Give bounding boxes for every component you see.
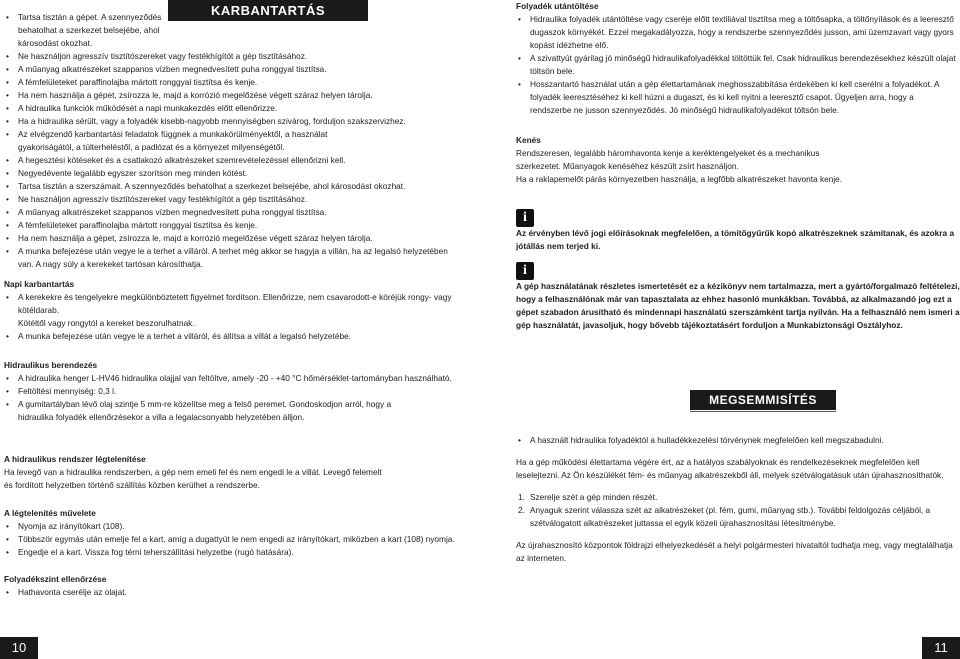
list-item: • A munka befejezése után vegye le a terhet a villáról, és állítsa a villát a legalsó helyzetébe. (4, 330, 470, 343)
list-item: • Engedje el a kart. Vissza fog térni teherszállítási helyzetbe (rugó hatására). (4, 546, 470, 559)
section-heading: Folyadékszint ellenőrzése (4, 574, 107, 584)
list-item: • A hidraulika henger L-HV46 hidraulika olajjal van feltöltve, amely -20 - +40 °C hőmérséklet-tartományban használható. (4, 372, 470, 385)
bleed-section (4, 453, 384, 492)
fluid-level-section (4, 573, 470, 599)
info-icon: i (516, 209, 534, 227)
list-item: • Nyomja az irányítókart (108). (4, 520, 470, 533)
list-item: • Ne használjon agresszív tisztítószereket vagy festékhígítót a gép tisztításához. (4, 193, 470, 206)
list-item: • Az elvégzendő karbantartási feladatok függnek a munkakörülményektől, a használat gyakoriságától, a túlterheléstől, a padlózat és a környezet milyenségétől. (4, 128, 333, 154)
list-item: • Ha nem használja a gépet, zsírozza le, majd a korrózió megelőzése végett száraz helyen tárolja. (4, 89, 470, 102)
daily-maintenance-section (4, 278, 470, 343)
section-heading: Hidraulikus berendezés (4, 360, 98, 370)
paragraph: Ha a gép működési élettartama végére ért, az a hatályos szabályoknak és rendelkezéseknek megfelelően kell leselejtezni. Az Ön készülékét fém- és műanyag alkatrészekből áll, melyek szétválogatásuk után újrahasznosíthatók. (516, 457, 944, 480)
disposal-banner: MEGSEMMISÍTÉS (690, 390, 836, 410)
list-item: • Feltöltési mennyiség: 0,3 l. (4, 385, 470, 398)
paragraph: Ha levegő van a hidraulika rendszerben, a gép nem emeli fel és nem engedi le a villát. Levegő felemelt és fordított helyzetben történő szállítás közben kerülhet a rendszerbe. (4, 467, 382, 490)
list-item: 1. Szerelje szét a gép minden részét. (518, 492, 658, 502)
list-item: • Ha nem használja a gépet, zsírozza le, majd a korrózió megelőzése végett száraz helyen tárolja. (4, 232, 470, 245)
page-number-right: 11 (922, 637, 960, 659)
list-item: • Hosszantartó használat után a gép élettartamának meghosszabbítása érdekében ki kell cserélni a folyadékot. A folyadék leeresztéséhez ki kell húzni a dugaszt, és ki kell nyitni a leeresztő csapot. Ügyeljen arra, hogy a rendszerbe ne jusson szennyeződés. Jó minőségű hidraulikafolyadékot töltsön bele. (516, 78, 956, 117)
list-item: • A gumitartályban lévő olaj szintje 5 mm-re közelítse meg a felső peremet. Gondoskodjon arról, hogy a hidraulika folyadék ellenőrzésekor a villa a legalacsonyabb helyzetében álljon. (4, 398, 418, 424)
list-item: • A használt hidraulika folyadéktól a hulladékkezelési törvénynek megfelelően kell megszabadulni. (516, 434, 956, 447)
list-item: • Tartsa tisztán a szerszámait. A szennyeződés behatolhat a szerkezet belsejébe, ahol károsodást okozhat. (4, 180, 470, 193)
page-number-left: 10 (0, 637, 38, 659)
list-item: • A műanyag alkatrészeket szappanos vízben megnedvesített puha ronggyal tisztítsa. (4, 206, 470, 219)
lubrication-section (516, 134, 856, 186)
list-item: • A kerekekre és tengelyekre megkülönböztetett figyelmet fordítson. Ellenőrizze, nem csavarodott-e köréjük rongy- vagy kötéldarab. (4, 291, 470, 317)
section-heading: Folyadék utántöltése (516, 1, 599, 11)
maintenance-bullet-list (4, 11, 470, 271)
warranty-note: Az érvényben lévő jogi előírásoknak megfelelően, a tömítőgyűrűk kopó alkatrészeknek számítanak, és azokra a jótállás nem terjed ki. (516, 228, 955, 251)
list-item: • A műanyag alkatrészeket szappanos vízben megnedvesített puha ronggyal tisztítsa. (4, 63, 470, 76)
list-item: 2. Anyaguk szerint válassza szét az alkatrészeket (pl. fém, gumi, műanyag stb.). További feldolgozás céljából, a szétválogatott alkatrészeket juttassa el egyik közeli újrahasznosítási létesítménybe. (518, 505, 931, 528)
paragraph: Az újrahasznosító központok földrajzi elhelyezkedését a helyi polgármesteri hivataltól tudhatja meg, vagy megtalálhatja az interneten. (516, 540, 953, 563)
list-item: • Többször egymás után emelje fel a kart, amíg a dugattyút le nem engedi az irányítókart, miközben a kart (108) nyomja. (4, 533, 470, 546)
hydraulic-section (4, 359, 470, 424)
paragraph: Ha a raklapemelőt párás környezetben használja, a legfőbb alkatrészeket havonta kenje. (516, 174, 843, 184)
section-heading: A légtelenítés művelete (4, 508, 96, 518)
list-item: • Hidraulika folyadék utántöltése vagy cseréje előtt textiliával tisztítsa meg a töltősapka, a töltőnyílások és a leeresztő dugaszok környékét. Ezzel megakadályozza, hogy a rendszerbe szennyeződés jusson, ami üzemzavart vagy gyors kopást idézhetne elő. (516, 13, 956, 52)
fluid-refill-section (516, 0, 956, 117)
section-heading: Kenés (516, 135, 541, 145)
list-item: • Ha a hidraulika sérült, vagy a folyadék kisebb-nagyobb mennyiségben szivárog, forduljon szakszervizhez. (4, 115, 470, 128)
list-item: • Negyedévente legalább egyszer szorítson meg minden kötést. (4, 167, 470, 180)
bleed-operation-section (4, 507, 470, 559)
list-item: • Ne használjon agresszív tisztítószereket vagy festékhígítót a gép tisztításához. (4, 50, 470, 63)
list-item: • A hidraulika funkciók működését a napi munkakezdés előtt ellenőrizze. (4, 102, 470, 115)
list-item: • A fémfelületeket paraffinolajba mártott ronggyal tisztítsa és kenje. (4, 76, 470, 89)
divider (690, 411, 836, 412)
list-item: • Hathavonta cserélje az olajat. (4, 586, 470, 599)
info-icon: i (516, 262, 534, 280)
section-heading: Napi karbantartás (4, 279, 75, 289)
list-item: • A fémfelületeket paraffinolajba mártott ronggyal tisztítsa és kenje. (4, 219, 470, 232)
section-heading: A hidraulikus rendszer légtelenítése (4, 454, 146, 464)
disposal-section (516, 434, 956, 565)
list-item: • A hegesztési kötéseket és a csatlakozó alkatrészeket szemrevételezéssel ellenőrizni kell. (4, 154, 470, 167)
paragraph: Rendszeresen, legalább háromhavonta kenje a keréktengelyeket és a mechanikus szerkezetet. Műanyagok kenéséhez készült zsírt használjon. (516, 148, 820, 171)
list-item: • Tartsa tisztán a gépet. A szennyeződés behatolhat a szerkezet belsejébe, ahol károsodást okozhat. (4, 11, 168, 50)
usage-note: A gép használatának részletes ismertetését ez a kézikönyv nem tartalmazza, mert a gyártó/forgalmazó feltételezi, hogy a felhasználónak már van tapasztalata az ehhez hasonló munkákban. Továbbá, az alkalmazandó jog ezt a gépet szabadon árusítható és mindennapi használatú szerszámként tartja nyilván. Ha a felhasználó nem ismeri a gép használatát, javasoljuk, hogy bővebb tájékoztatásért forduljon a Munkabiztonsági Osztályhoz. (516, 281, 960, 330)
maintenance-banner: KARBANTARTÁS (168, 0, 368, 21)
list-item-note: Kötéltől vagy rongytól a kereket beszorulhatnak. (18, 318, 195, 328)
list-item: • A szivattyút gyárilag jó minőségű hidraulikafolyadékkal töltöttük fel. Csak hidraulikus berendezésekhez készült olajat töltsön bele. (516, 52, 956, 78)
list-item: • A munka befejezése után vegye le a terhet a villáról. A terhet még akkor se hagyja a villán, ha az legalsó helyzetében van. A nagy súly a kerekeket tartósan károsíthatja. (4, 245, 458, 271)
